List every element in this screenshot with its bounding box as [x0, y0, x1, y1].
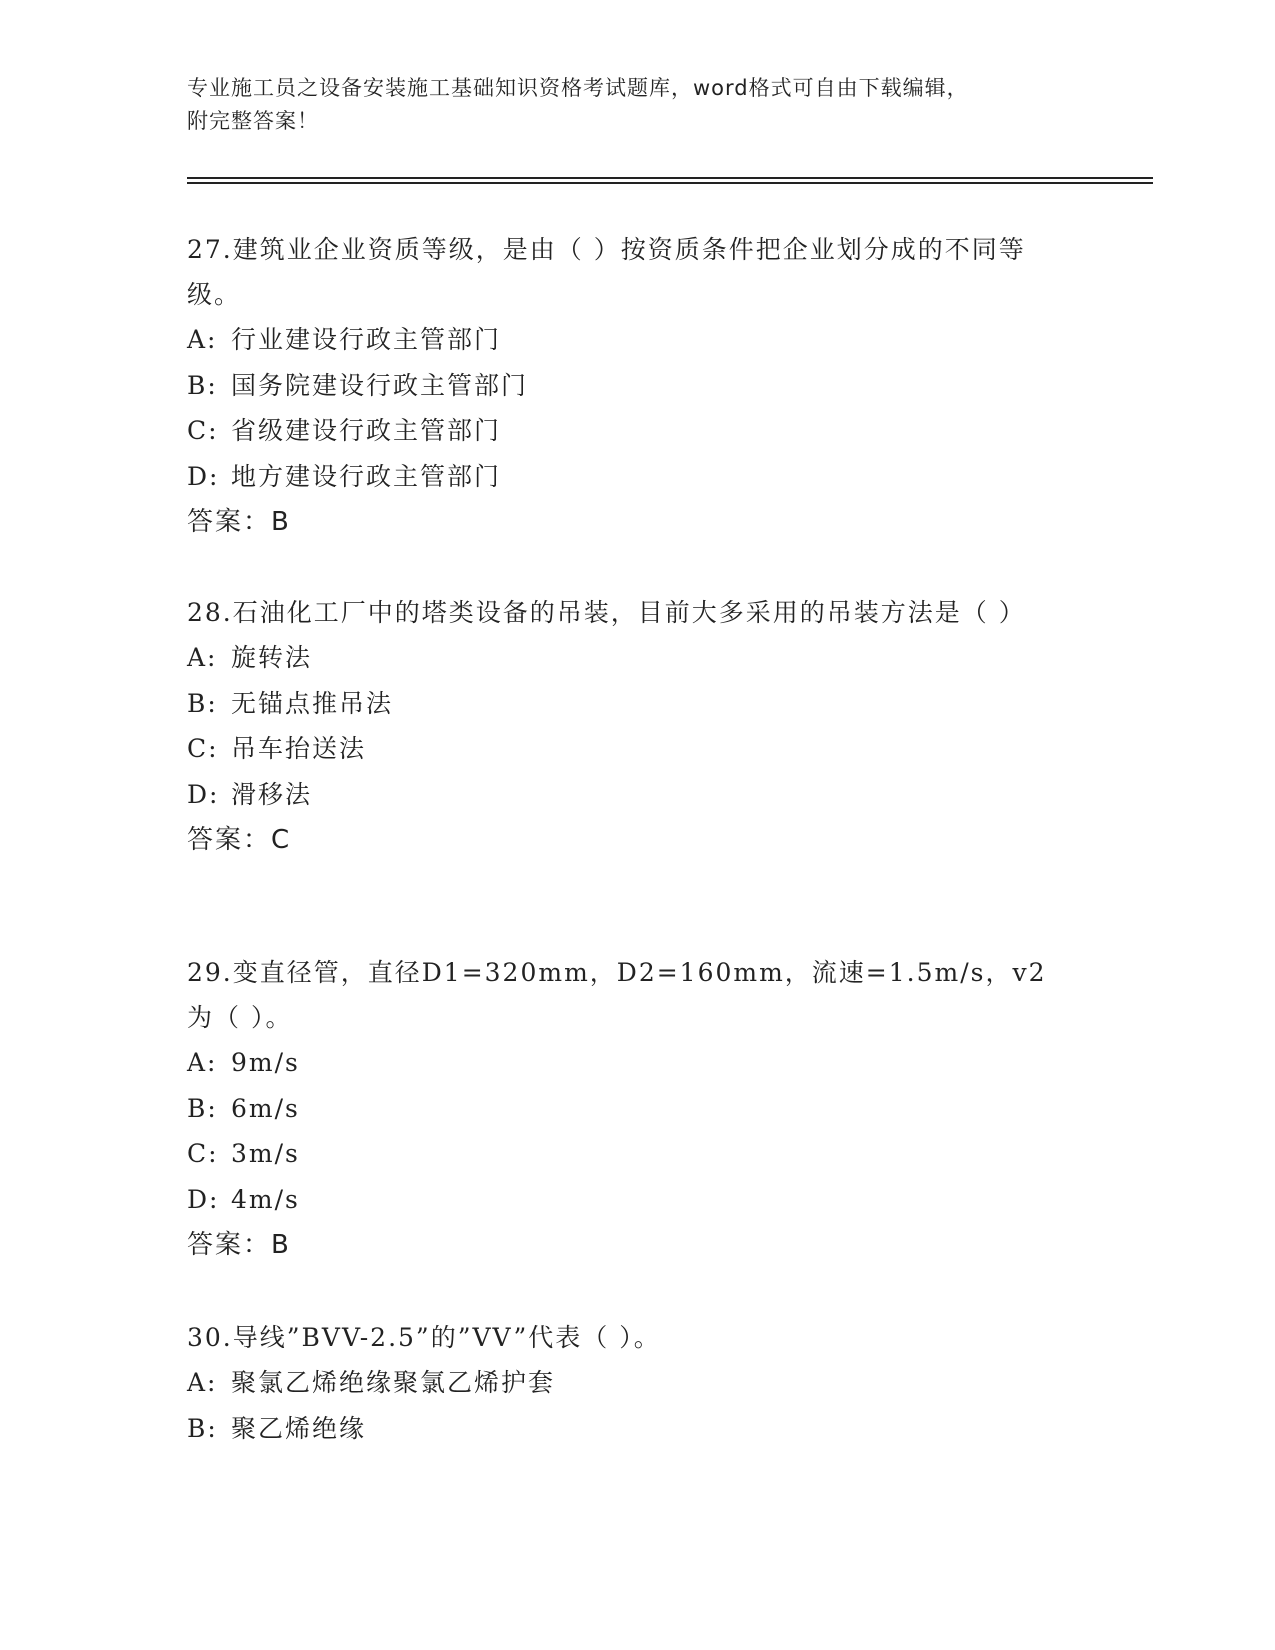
option-b [187, 1406, 1067, 1452]
answer: 答案：B [187, 507, 291, 537]
option-c [187, 408, 1067, 454]
option-label: B: [187, 370, 218, 400]
answer: 答案：C [187, 825, 292, 855]
option-text: 9m/s [231, 1048, 300, 1077]
answer: 答案：B [187, 1230, 291, 1260]
option-text: 聚乙烯绝缘 [231, 1413, 367, 1443]
header-divider-bottom [187, 182, 1153, 184]
option-b [187, 681, 1067, 727]
question-27 [187, 227, 1067, 545]
option-text: 吊车抬送法 [231, 734, 367, 763]
option-d [187, 454, 1067, 500]
question-text: 28.石油化工厂中的塔类设备的吊装，目前大多采用的吊装方法是（ ） [187, 598, 1026, 627]
option-label: C: [187, 734, 219, 763]
option-c [187, 1131, 1067, 1177]
header-divider-top [187, 177, 1153, 179]
option-a [187, 1040, 1067, 1086]
option-label: B: [187, 1413, 218, 1443]
option-label: A: [187, 1368, 218, 1397]
option-label: A: [187, 643, 218, 672]
option-label: C: [187, 1139, 219, 1168]
question-28 [187, 590, 1067, 863]
option-text: 省级建设行政主管部门 [231, 416, 502, 445]
option-text: 滑移法 [231, 779, 313, 809]
option-text: 旋转法 [231, 643, 313, 672]
option-text: 3m/s [231, 1139, 300, 1168]
option-label: D: [187, 461, 220, 491]
question-text: 29.变直径管，直径D1=320mm，D2=160mm，流速=1.5m/s，v2为（ ）。 [187, 958, 1047, 1032]
option-b [187, 1086, 1067, 1132]
option-label: D: [187, 1184, 220, 1214]
header-line-1: 专业施工员之设备安装施工基础知识资格考试题库，word格式可自由下载编辑， [187, 76, 969, 100]
question-29 [187, 950, 1067, 1268]
option-label: A: [187, 1048, 218, 1077]
question-text: 30.导线”BVV-2.5”的”VV”代表（ ）。 [187, 1323, 661, 1352]
option-text: 无锚点推吊法 [231, 688, 394, 718]
option-label: C: [187, 416, 219, 445]
option-label: B: [187, 688, 218, 718]
option-a [187, 1360, 1067, 1406]
question-30 [187, 1315, 1067, 1451]
option-label: B: [187, 1093, 218, 1123]
option-text: 地方建设行政主管部门 [231, 461, 502, 491]
option-text: 国务院建设行政主管部门 [231, 370, 529, 400]
header-line-2: 附完整答案！ [187, 109, 319, 133]
option-text: 6m/s [231, 1093, 300, 1123]
option-d [187, 772, 1067, 818]
option-text: 聚氯乙烯绝缘聚氯乙烯护套 [231, 1368, 556, 1397]
option-b [187, 363, 1067, 409]
option-a [187, 635, 1067, 681]
option-label: A: [187, 325, 218, 354]
option-c [187, 726, 1067, 772]
option-d [187, 1177, 1067, 1223]
option-text: 4m/s [231, 1184, 300, 1214]
option-text: 行业建设行政主管部门 [231, 325, 502, 354]
question-text: 27.建筑业企业资质等级，是由（ ）按资质条件把企业划分成的不同等级。 [187, 235, 1026, 309]
document-header [187, 72, 1087, 138]
option-label: D: [187, 779, 220, 809]
option-a [187, 317, 1067, 363]
